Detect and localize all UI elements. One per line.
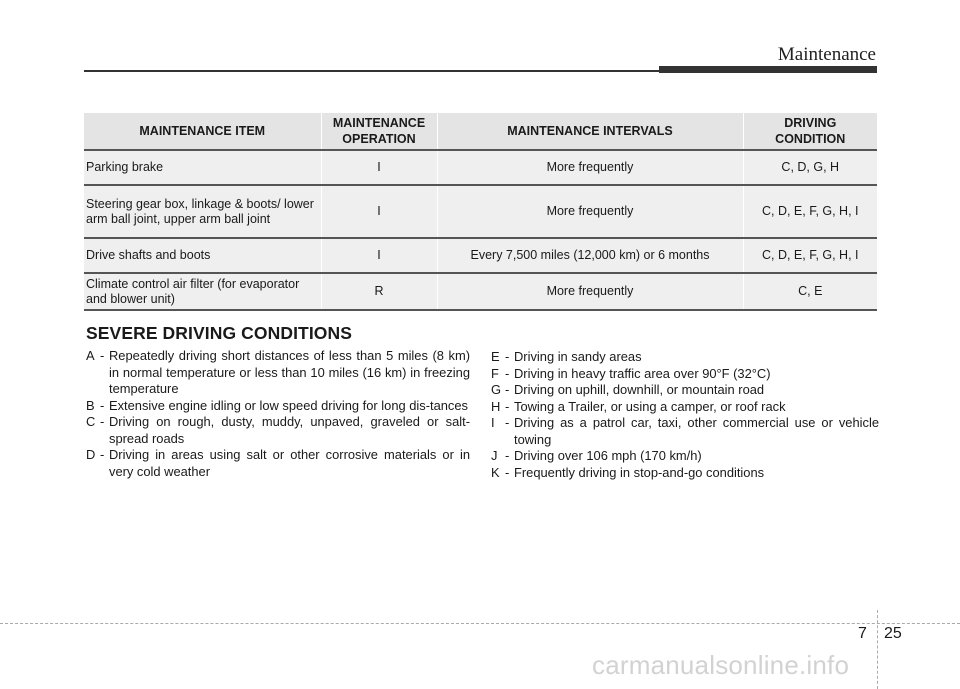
cell-condition: C, E [743, 273, 877, 310]
cell-condition: C, D, G, H [743, 150, 877, 185]
conditions-column-left [86, 348, 470, 480]
condition-letter: C [86, 414, 96, 429]
condition-letter: A [86, 348, 95, 363]
condition-text: Driving on uphill, downhill, or mountain road [514, 382, 765, 397]
condition-text: Repeatedly driving short distances of less than 5 miles (8 km) in normal temperature or less than 10 miles (16 km) in freezing temperature [109, 348, 470, 396]
header-maintenance-intervals: MAINTENANCE INTERVALS [437, 113, 743, 150]
condition-dash: - [100, 348, 105, 363]
condition-dash: - [505, 415, 510, 430]
condition-dash: - [505, 349, 510, 364]
cell-operation: I [321, 185, 437, 238]
footer-divider [0, 623, 960, 624]
condition-text: Frequently driving in stop-and-go conditions [514, 464, 765, 480]
condition-item [86, 348, 470, 398]
condition-item [491, 382, 879, 399]
condition-dash: - [100, 414, 105, 429]
condition-text: Extensive engine idling or low speed driving for long dis-tances [109, 397, 468, 413]
condition-item [86, 414, 470, 447]
cell-interval: Every 7,500 miles (12,000 km) or 6 months [437, 238, 743, 273]
header-maintenance-item: MAINTENANCE ITEM [84, 113, 321, 150]
condition-letter: I [491, 415, 495, 430]
condition-dash: - [100, 397, 105, 413]
table-row [84, 150, 877, 185]
table-header-row [84, 113, 877, 150]
condition-dash: - [100, 447, 105, 462]
watermark: carmanualsonline.info [592, 650, 850, 680]
condition-item [491, 349, 879, 366]
condition-text: Driving in areas using salt or other corrosive materials or in very cold weather [109, 447, 470, 479]
cell-operation: I [321, 238, 437, 273]
condition-letter: F [491, 365, 499, 381]
condition-letter: D [86, 447, 96, 462]
conditions-column-right [491, 349, 879, 481]
condition-dash: - [505, 398, 510, 414]
condition-letter: J [491, 448, 498, 463]
chapter-number: 7 [858, 625, 867, 642]
header-rule-thick [659, 66, 877, 73]
header-maintenance-operation-text: MAINTENANCE OPERATION [332, 116, 426, 146]
condition-letter: B [86, 397, 95, 413]
condition-text: Driving in heavy traffic area over 90°F (32°C) [514, 365, 771, 381]
table-row [84, 273, 877, 310]
cell-interval: More frequently [437, 185, 743, 238]
cell-condition: C, D, E, F, G, H, I [743, 238, 877, 273]
condition-text: Driving in sandy areas [514, 349, 642, 364]
cell-item: Drive shafts and boots [84, 238, 321, 273]
condition-text: Towing a Trailer, or using a camper, or roof rack [514, 398, 786, 414]
cell-interval: More frequently [437, 150, 743, 185]
condition-item [491, 415, 879, 448]
cell-item: Parking brake [84, 150, 321, 185]
condition-dash: - [505, 365, 510, 381]
footer-vertical-divider [877, 610, 878, 689]
table-row [84, 185, 877, 238]
maintenance-table [84, 113, 877, 311]
condition-item [86, 398, 470, 415]
cell-operation: I [321, 150, 437, 185]
condition-item [491, 448, 879, 465]
cell-item: Climate control air filter (for evaporator and blower unit) [84, 273, 321, 310]
condition-dash: - [505, 448, 510, 463]
severe-conditions-title: SEVERE DRIVING CONDITIONS [86, 323, 353, 343]
header-rule-thin [84, 70, 659, 72]
cell-condition: C, D, E, F, G, H, I [743, 185, 877, 238]
condition-item [491, 399, 879, 416]
header-maintenance-operation [321, 113, 437, 150]
condition-text: Driving as a patrol car, taxi, other commercial use or vehicle towing [514, 415, 879, 447]
condition-letter: K [491, 464, 500, 480]
condition-letter: H [491, 398, 501, 414]
condition-dash: - [505, 464, 510, 480]
condition-letter: E [491, 349, 500, 364]
condition-letter: G [491, 382, 502, 397]
condition-dash: - [505, 382, 510, 397]
table-row [84, 238, 877, 273]
cell-interval: More frequently [437, 273, 743, 310]
condition-item [491, 366, 879, 383]
condition-text: Driving on rough, dusty, muddy, unpaved, graveled or salt-spread roads [109, 414, 470, 446]
cell-operation: R [321, 273, 437, 310]
page-number: 25 [884, 625, 902, 642]
cell-item: Steering gear box, linkage & boots/ lower arm ball joint, upper arm ball joint [84, 185, 321, 238]
condition-text: Driving over 106 mph (170 km/h) [514, 448, 702, 463]
condition-item [86, 447, 470, 480]
section-title: Maintenance [777, 44, 876, 65]
header-driving-condition [743, 113, 877, 150]
header-driving-condition-text: DRIVING CONDITION [775, 116, 846, 146]
condition-item [491, 465, 879, 482]
